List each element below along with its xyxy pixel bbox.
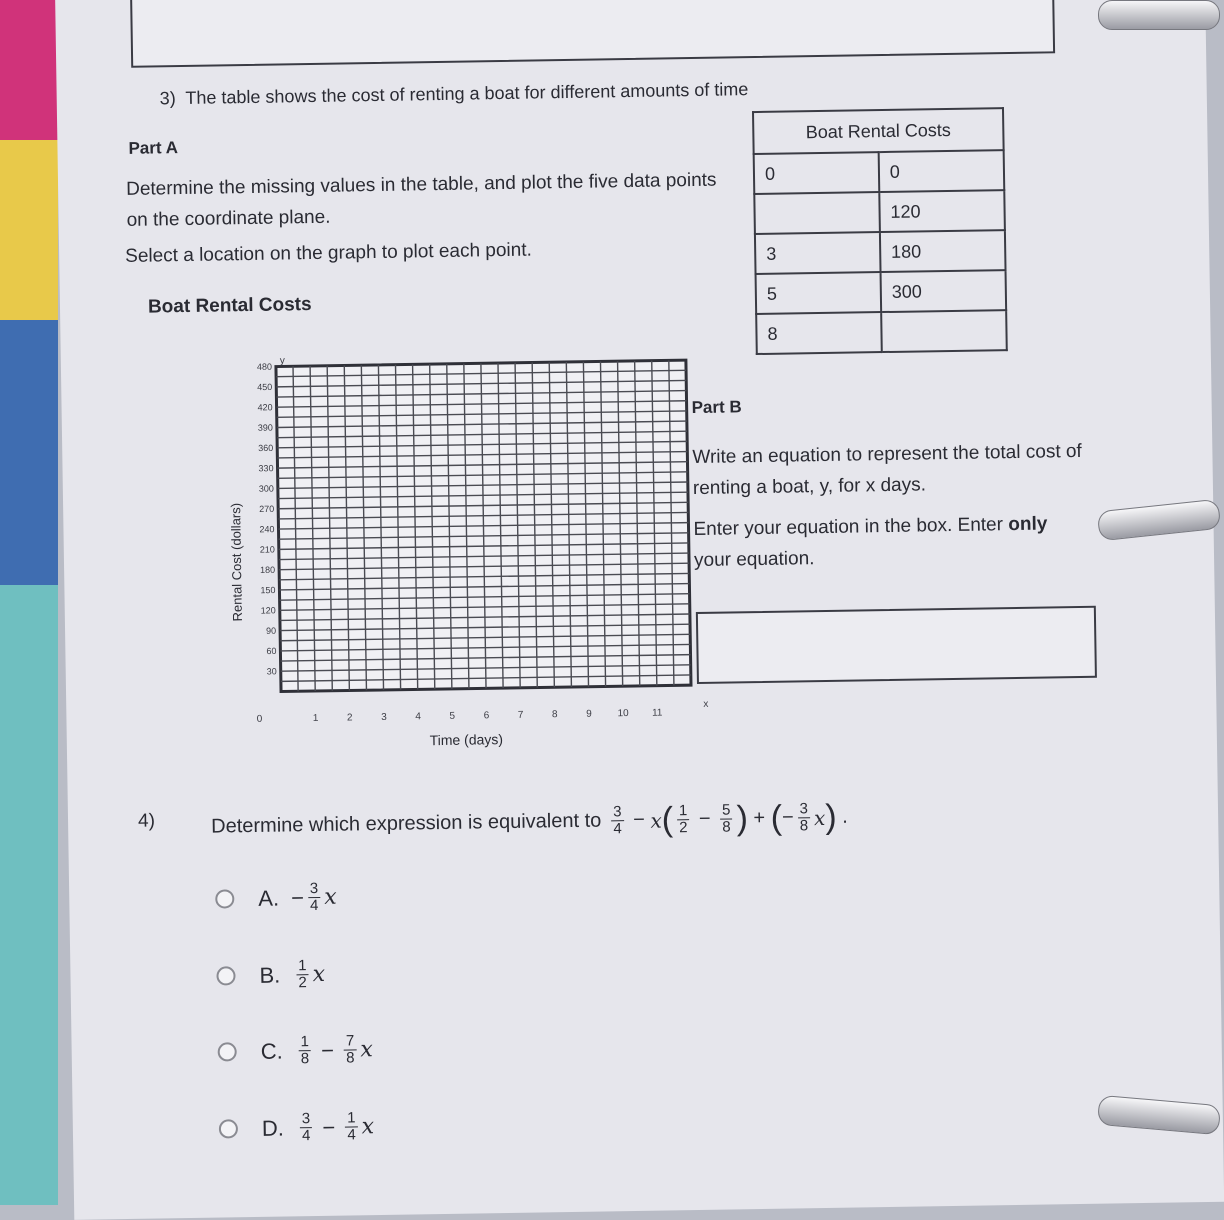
choice-d-letter: D. bbox=[261, 1115, 285, 1141]
divider-tab-pink bbox=[0, 0, 58, 150]
y-tick-label: 270 bbox=[259, 503, 275, 515]
divider-tab-blue bbox=[0, 320, 58, 590]
choice-d-math: $\frac{3}{4}$ − $\frac{1}{4}$ x bbox=[301, 1109, 375, 1145]
choice-b-letter: B. bbox=[259, 962, 281, 988]
table-cell-days: 8 bbox=[756, 312, 881, 354]
part-b-enter-prefix: Enter your equation in the box. Enter bbox=[693, 514, 1004, 541]
x-tick-label: 0 bbox=[256, 713, 263, 725]
x-tick-label: 10 bbox=[617, 708, 629, 720]
x-tick-label: 11 bbox=[651, 707, 663, 719]
table-row bbox=[755, 230, 1006, 274]
choice-b[interactable] bbox=[216, 958, 325, 993]
x-tick-label: 5 bbox=[449, 710, 456, 722]
part-b-label: Part B bbox=[691, 397, 742, 418]
y-tick-label: 390 bbox=[257, 422, 273, 433]
coordinate-plane[interactable] bbox=[156, 345, 709, 773]
x-tick-label: 6 bbox=[483, 710, 490, 722]
question-3-prompt: The table shows the cost of renting a boat for different amounts of time bbox=[185, 79, 749, 108]
choice-c-radio[interactable] bbox=[218, 1042, 237, 1061]
table-cell-days: 0 bbox=[754, 152, 879, 194]
table-row bbox=[754, 150, 1005, 194]
choice-b-math: $\frac{1}{2}$ x bbox=[298, 957, 326, 992]
worksheet-page bbox=[55, 0, 1224, 1220]
question-3-number: 3) bbox=[159, 88, 176, 109]
equation-answer-box[interactable] bbox=[696, 606, 1097, 684]
table-cell-days: 5 bbox=[756, 272, 881, 314]
table-cell-cost: 120 bbox=[879, 190, 1005, 232]
y-tick-label: 30 bbox=[266, 666, 277, 677]
y-axis-letter: y bbox=[279, 355, 285, 367]
y-tick-label: 90 bbox=[265, 625, 277, 636]
choice-d[interactable] bbox=[219, 1110, 375, 1145]
y-tick-label: 480 bbox=[256, 361, 273, 372]
choice-a[interactable] bbox=[215, 881, 337, 916]
expression-math: $\frac{3}{4}$ − x ( $\frac{1}{2}$ − $\frac{5}{8}$ ) + ( − $\frac{3}{8}$ x ) . bbox=[613, 797, 848, 839]
x-tick-label: 8 bbox=[551, 709, 558, 721]
y-tick-label: 120 bbox=[260, 605, 276, 616]
x-tick-label: 7 bbox=[517, 709, 524, 721]
table-row bbox=[756, 270, 1007, 314]
part-a-select-instruction: Select a location on the graph to plot each point. bbox=[125, 239, 532, 267]
part-b-instruction: Write an equation to represent the total cost of renting a boat, y, for x days. bbox=[692, 440, 1082, 500]
part-b-enter-bold: only bbox=[1008, 513, 1048, 536]
y-tick-label: 450 bbox=[257, 381, 273, 393]
x-tick-label: 2 bbox=[346, 712, 353, 724]
y-tick-label: 180 bbox=[260, 564, 276, 575]
table-cell-cost: 180 bbox=[880, 230, 1006, 272]
x-tick-label: 3 bbox=[381, 711, 387, 723]
y-tick-label: 330 bbox=[258, 463, 274, 474]
y-tick-label: 360 bbox=[258, 442, 274, 454]
choice-a-letter: A. bbox=[258, 885, 280, 911]
binder-ring-top bbox=[1098, 0, 1220, 30]
x-tick-label: 9 bbox=[586, 708, 592, 720]
choice-a-radio[interactable] bbox=[215, 889, 234, 908]
part-b-enter-suffix: your equation. bbox=[693, 548, 815, 572]
table-cell-days[interactable] bbox=[754, 192, 879, 234]
part-b-enter-instruction bbox=[693, 508, 1084, 576]
rental-table bbox=[753, 149, 1008, 355]
table-cell-cost: 0 bbox=[879, 150, 1005, 192]
x-axis-title: Time (days) bbox=[429, 731, 504, 749]
table-title: Boat Rental Costs bbox=[752, 107, 1005, 153]
y-tick-label: 150 bbox=[260, 585, 276, 596]
rental-table-container bbox=[752, 107, 1008, 355]
table-cell-cost: 300 bbox=[880, 270, 1006, 312]
x-axis-letter: x bbox=[703, 698, 709, 710]
choice-c-letter: C. bbox=[260, 1038, 283, 1064]
graph-title: Boat Rental Costs bbox=[147, 294, 312, 318]
divider-tab-teal bbox=[0, 585, 58, 1205]
choice-b-radio[interactable] bbox=[216, 966, 235, 985]
y-tick-label: 60 bbox=[266, 645, 277, 657]
divider-tab-yellow bbox=[0, 140, 58, 325]
table-row bbox=[756, 310, 1007, 354]
table-cell-cost[interactable] bbox=[881, 310, 1007, 352]
y-tick-label: 420 bbox=[257, 402, 273, 413]
choice-d-radio[interactable] bbox=[219, 1119, 238, 1138]
question-4-number: 4) bbox=[137, 810, 156, 832]
y-tick-label: 300 bbox=[258, 483, 274, 494]
choice-c[interactable] bbox=[217, 1033, 373, 1068]
y-axis-title: Rental Cost (dollars) bbox=[228, 502, 245, 622]
part-a-instruction: Determine the missing values in the table, and plot the five data points on the coordinate plane. bbox=[125, 169, 717, 231]
y-tick-label: 210 bbox=[259, 544, 275, 555]
previous-answer-box bbox=[130, 0, 1055, 68]
table-cell-days: 3 bbox=[755, 232, 880, 274]
part-a-label: Part A bbox=[128, 138, 179, 158]
choice-a-math: − $\frac{3}{4}$ x bbox=[290, 879, 337, 915]
x-tick-label: 1 bbox=[312, 712, 319, 725]
y-tick-label: 240 bbox=[259, 524, 275, 535]
x-tick-label: 4 bbox=[415, 711, 421, 723]
question-4-prompt-line bbox=[211, 798, 848, 847]
table-row bbox=[754, 190, 1005, 234]
choice-c-math: $\frac{1}{8}$ − $\frac{7}{8}$ x bbox=[300, 1032, 374, 1068]
question-4-prompt: Determine which expression is equivalent to bbox=[210, 809, 602, 838]
question-3-header bbox=[160, 79, 749, 109]
